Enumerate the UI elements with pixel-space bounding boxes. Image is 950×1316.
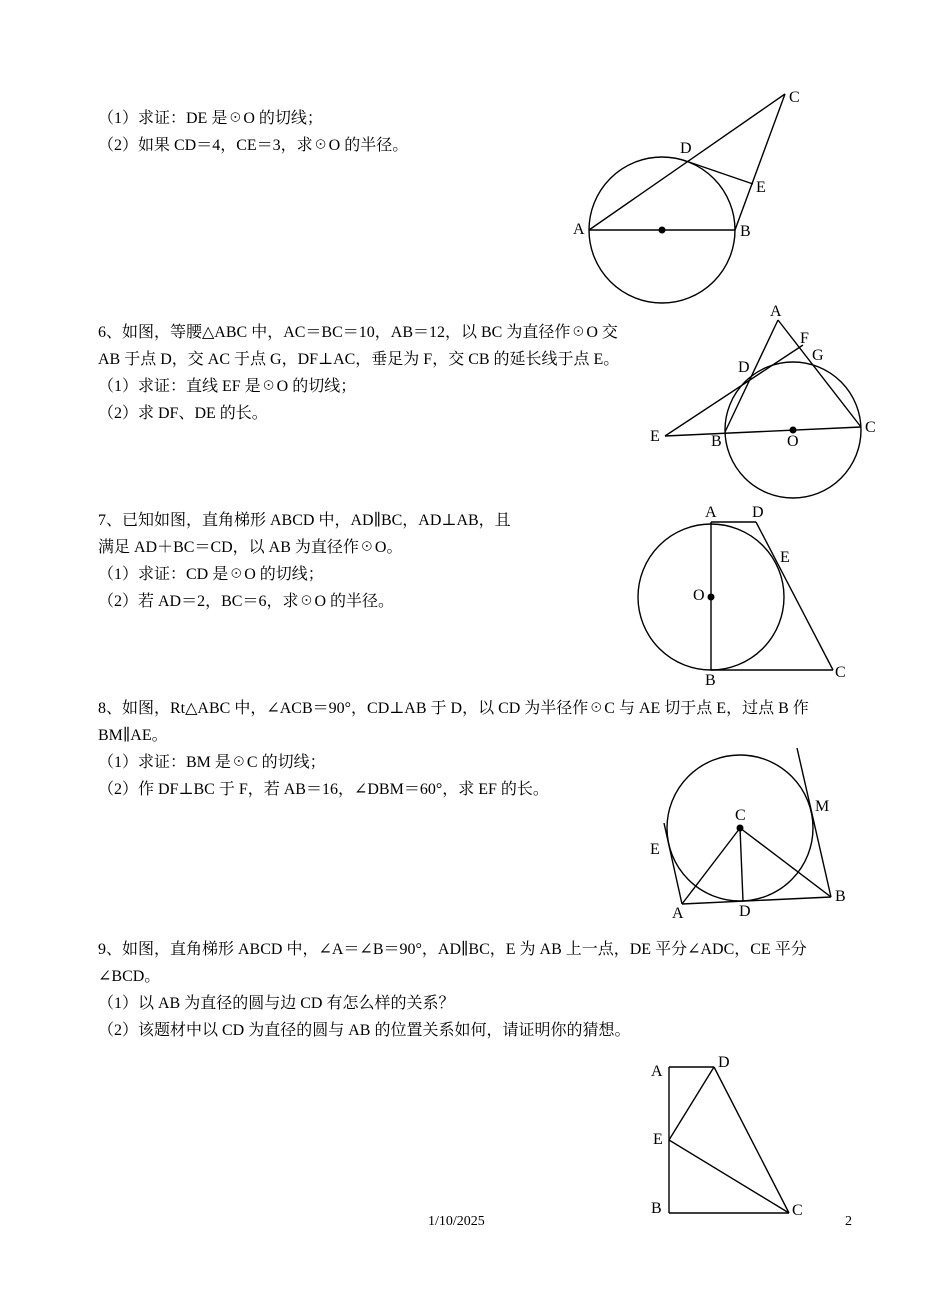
q6-line2: AB 于点 D，交 AC 于点 G，DF⊥AC，垂足为 F，交 CB 的延长线于点 E。 (98, 351, 620, 368)
q9-label-c: C (792, 1202, 803, 1219)
q5-label-b: B (740, 223, 751, 240)
q8-label-d: D (739, 903, 751, 920)
footer-date: 1/10/2025 (428, 1214, 485, 1229)
q8-label-e: E (650, 841, 660, 858)
q6-part1: （1）求证：直线 EF 是☉O 的切线； (98, 378, 357, 395)
q6-label-f: F (800, 330, 809, 347)
q5-part2: （2）如果 CD＝4，CE＝3，求☉O 的半径。 (98, 137, 409, 154)
q7-label-e: E (780, 549, 790, 566)
q7-label-o: O (693, 587, 705, 604)
q5-part1: （1）求证：DE 是☉O 的切线； (98, 110, 323, 127)
q6-label-g: G (812, 347, 824, 364)
q8-part2: （2）作 DF⊥BC 于 F，若 AB＝16，∠DBM＝60°，求 EF 的长。 (98, 781, 549, 798)
q6-label-b: B (711, 433, 722, 450)
q9-line2: ∠BCD。 (98, 968, 161, 985)
q7-label-d: D (752, 504, 764, 521)
q9-part2: （2）该题材中以 CD 为直径的圆与 AB 的位置关系如何，请证明你的猜想。 (98, 1022, 631, 1039)
q7-label-b: B (705, 672, 716, 689)
q6-label-c: C (865, 419, 876, 436)
q9-part1: （1）以 AB 为直径的圆与边 CD 有怎么样的关系？ (98, 995, 455, 1012)
q5-label-d: D (680, 140, 692, 157)
q8-line2: BM∥AE。 (98, 727, 168, 744)
q7-line2: 满足 AD＋BC＝CD，以 AB 为直径作☉O。 (98, 539, 403, 556)
q8-label-b: B (835, 888, 846, 905)
q9-line-ed (669, 1067, 714, 1140)
q7-label-a: A (705, 504, 717, 521)
q8-line1: 8、如图，Rt△ABC 中，∠ACB＝90°，CD⊥AB 于 D，以 CD 为半径作☉C 与 AE 切于点 E，过点 B 作 (98, 700, 809, 717)
q9-line1: 9、如图，直角梯形 ABCD 中，∠A＝∠B＝90°，AD∥BC，E 为 AB 上一点，DE 平分∠ADC，CE 平分 (98, 941, 807, 958)
q9-label-e: E (653, 1131, 663, 1148)
q6-label-o: O (787, 433, 799, 450)
q9-label-b: B (651, 1200, 662, 1217)
q6-label-e: E (650, 428, 660, 445)
q7-part2: （2）若 AD＝2，BC＝6，求☉O 的半径。 (98, 593, 395, 610)
q7-line1: 7、已知如图，直角梯形 ABCD 中，AD∥BC，AD⊥AB，且 (98, 512, 511, 529)
q6-part2: （2）求 DF、DE 的长。 (98, 405, 268, 422)
q8-part1: （1）求证：BM 是☉C 的切线； (98, 754, 326, 771)
q7-label-c: C (835, 664, 846, 681)
q5-label-a: A (573, 221, 585, 238)
page-number: 2 (845, 1214, 852, 1229)
q8-label-a: A (672, 905, 684, 922)
q9-line-dc (714, 1067, 789, 1213)
q5-label-e: E (756, 179, 766, 196)
q9-label-d: D (718, 1054, 730, 1071)
q9-label-a: A (651, 1063, 663, 1080)
q6-label-d: D (738, 359, 750, 376)
q6-line1: 6、如图，等腰△ABC 中，AC＝BC＝10，AB＝12，以 BC 为直径作☉O 交 (98, 324, 618, 341)
q6-label-a: A (770, 303, 782, 320)
q5-label-c: C (789, 89, 800, 106)
q7-part1: （1）求证：CD 是☉O 的切线； (98, 566, 324, 583)
q8-label-c: C (735, 807, 746, 824)
q8-label-m: M (815, 798, 830, 815)
